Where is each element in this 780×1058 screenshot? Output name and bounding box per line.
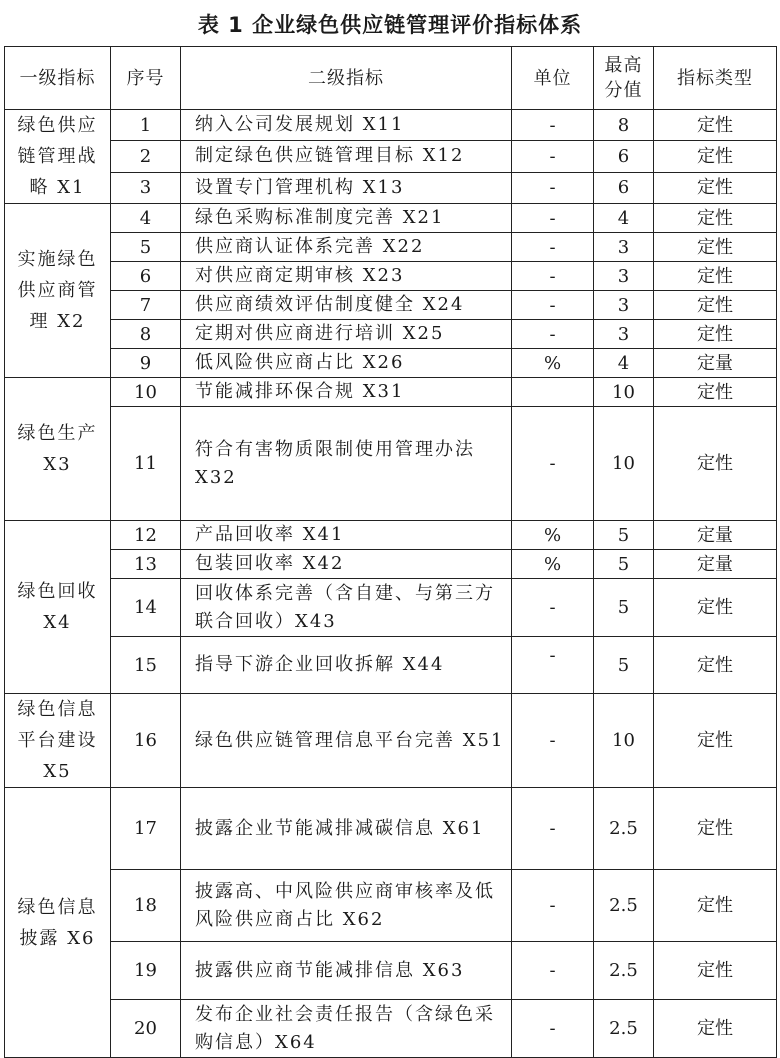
unit-cell: - (512, 141, 594, 172)
unit-cell (512, 378, 594, 407)
type-cell: 定量 (654, 349, 777, 378)
seq-cell: 16 (111, 694, 181, 788)
unit-cell: - (512, 579, 594, 637)
seq-cell: 19 (111, 942, 181, 1000)
table-row (5, 320, 777, 349)
type-cell: 定性 (654, 1000, 777, 1058)
score-cell: 2.5 (594, 1000, 654, 1058)
table-row (5, 141, 777, 172)
level2-cell: 发布企业社会责任报告（含绿色采购信息）X64 (181, 1000, 512, 1058)
type-cell: 定性 (654, 204, 777, 233)
unit-cell: - (512, 204, 594, 233)
table-title: 表 1 企业绿色供应链管理评价指标体系 (197, 13, 583, 37)
type-cell: 定性 (654, 291, 777, 320)
score-cell: 5 (594, 521, 654, 550)
table-row (5, 291, 777, 320)
score-cell: 5 (594, 550, 654, 579)
level2-cell: 披露高、中风险供应商审核率及低风险供应商占比 X62 (181, 870, 512, 942)
level1-cell: 绿色生产 X3 (5, 378, 111, 521)
level2-cell: 披露供应商节能减排信息 X63 (181, 942, 512, 1000)
table-row (5, 349, 777, 378)
header-type: 指标类型 (654, 47, 777, 110)
header-level1: 一级指标 (5, 47, 111, 110)
score-cell: 5 (594, 579, 654, 637)
level1-cell: 绿色信息披露 X6 (5, 788, 111, 1058)
unit-cell: - (512, 870, 594, 942)
unit-cell: - (512, 291, 594, 320)
unit-cell: - (512, 1000, 594, 1058)
level2-cell: 节能减排环保合规 X31 (181, 378, 512, 407)
table-row (5, 407, 777, 521)
level2-cell: 符合有害物质限制使用管理办法 X32 (181, 407, 512, 521)
seq-cell: 11 (111, 407, 181, 521)
level1-cell: 实施绿色供应商管理 X2 (5, 204, 111, 378)
table-row (5, 550, 777, 579)
type-cell: 定性 (654, 378, 777, 407)
unit-cell: % (512, 521, 594, 550)
seq-cell: 3 (111, 172, 181, 203)
type-cell: 定性 (654, 407, 777, 521)
table-row (5, 204, 777, 233)
level1-cell: 绿色信息平台建设 X5 (5, 694, 111, 788)
level1-cell: 绿色回收 X4 (5, 521, 111, 694)
score-cell: 2.5 (594, 870, 654, 942)
table-row (5, 1000, 777, 1058)
seq-cell: 20 (111, 1000, 181, 1058)
seq-cell: 14 (111, 579, 181, 637)
indicator-table (4, 46, 777, 1058)
seq-cell: 12 (111, 521, 181, 550)
score-cell: 4 (594, 204, 654, 233)
score-cell: 2.5 (594, 788, 654, 870)
seq-cell: 10 (111, 378, 181, 407)
seq-cell: 4 (111, 204, 181, 233)
score-cell: 4 (594, 349, 654, 378)
header-level2: 二级指标 (181, 47, 512, 110)
level2-cell: 绿色采购标准制度完善 X21 (181, 204, 512, 233)
seq-cell: 9 (111, 349, 181, 378)
seq-cell: 15 (111, 637, 181, 694)
score-cell: 3 (594, 320, 654, 349)
type-cell: 定性 (654, 141, 777, 172)
unit-cell: - (512, 407, 594, 521)
seq-cell: 1 (111, 110, 181, 141)
level2-cell: 包装回收率 X42 (181, 550, 512, 579)
level2-cell: 指导下游企业回收拆解 X44 (181, 637, 512, 694)
unit-cell: - (512, 172, 594, 203)
level2-cell: 披露企业节能减排减碳信息 X61 (181, 788, 512, 870)
type-cell: 定量 (654, 521, 777, 550)
score-cell: 6 (594, 141, 654, 172)
score-cell: 3 (594, 291, 654, 320)
unit-cell: % (512, 550, 594, 579)
level2-cell: 回收体系完善（含自建、与第三方联合回收）X43 (181, 579, 512, 637)
table-row (5, 694, 777, 788)
type-cell: 定量 (654, 550, 777, 579)
type-cell: 定性 (654, 942, 777, 1000)
score-cell: 5 (594, 637, 654, 694)
table-row (5, 521, 777, 550)
unit-cell: - (512, 233, 594, 262)
header-unit: 单位 (512, 47, 594, 110)
score-cell: 2.5 (594, 942, 654, 1000)
level2-cell: 设置专门管理机构 X13 (181, 172, 512, 203)
type-cell: 定性 (654, 870, 777, 942)
table-row (5, 262, 777, 291)
score-cell: 3 (594, 262, 654, 291)
level2-cell: 对供应商定期审核 X23 (181, 262, 512, 291)
score-cell: 3 (594, 233, 654, 262)
table-row (5, 870, 777, 942)
score-cell: 8 (594, 110, 654, 141)
level2-cell: 供应商绩效评估制度健全 X24 (181, 291, 512, 320)
unit-cell: - (512, 110, 594, 141)
type-cell: 定性 (654, 694, 777, 788)
type-cell: 定性 (654, 110, 777, 141)
seq-cell: 6 (111, 262, 181, 291)
seq-cell: 18 (111, 870, 181, 942)
table-row (5, 579, 777, 637)
seq-cell: 5 (111, 233, 181, 262)
unit-cell: - (512, 262, 594, 291)
score-cell: 10 (594, 407, 654, 521)
table-row (5, 233, 777, 262)
seq-cell: 8 (111, 320, 181, 349)
level2-cell: 纳入公司发展规划 X11 (181, 110, 512, 141)
level2-cell: 定期对供应商进行培训 X25 (181, 320, 512, 349)
seq-cell: 17 (111, 788, 181, 870)
seq-cell: 13 (111, 550, 181, 579)
type-cell: 定性 (654, 320, 777, 349)
table-row (5, 637, 777, 694)
table-row (5, 788, 777, 870)
unit-cell: - (512, 942, 594, 1000)
unit-cell: - (512, 694, 594, 788)
level2-cell: 低风险供应商占比 X26 (181, 349, 512, 378)
score-cell: 10 (594, 694, 654, 788)
level1-cell: 绿色供应链管理战略 X1 (5, 110, 111, 204)
seq-cell: 2 (111, 141, 181, 172)
type-cell: 定性 (654, 788, 777, 870)
unit-cell: % (512, 349, 594, 378)
table-row (5, 110, 777, 141)
unit-cell: - (512, 637, 594, 694)
level2-cell: 制定绿色供应链管理目标 X12 (181, 141, 512, 172)
score-cell: 10 (594, 378, 654, 407)
type-cell: 定性 (654, 637, 777, 694)
level2-cell: 产品回收率 X41 (181, 521, 512, 550)
header-score: 最高分值 (594, 47, 654, 110)
header-seq: 序号 (111, 47, 181, 110)
type-cell: 定性 (654, 579, 777, 637)
table-row (5, 172, 777, 203)
type-cell: 定性 (654, 233, 777, 262)
level2-cell: 供应商认证体系完善 X22 (181, 233, 512, 262)
unit-cell: - (512, 788, 594, 870)
table-row (5, 378, 777, 407)
table-row (5, 942, 777, 1000)
score-cell: 6 (594, 172, 654, 203)
type-cell: 定性 (654, 172, 777, 203)
unit-cell: - (512, 320, 594, 349)
type-cell: 定性 (654, 262, 777, 291)
level2-cell: 绿色供应链管理信息平台完善 X51 (181, 694, 512, 788)
header-row (5, 47, 777, 110)
seq-cell: 7 (111, 291, 181, 320)
